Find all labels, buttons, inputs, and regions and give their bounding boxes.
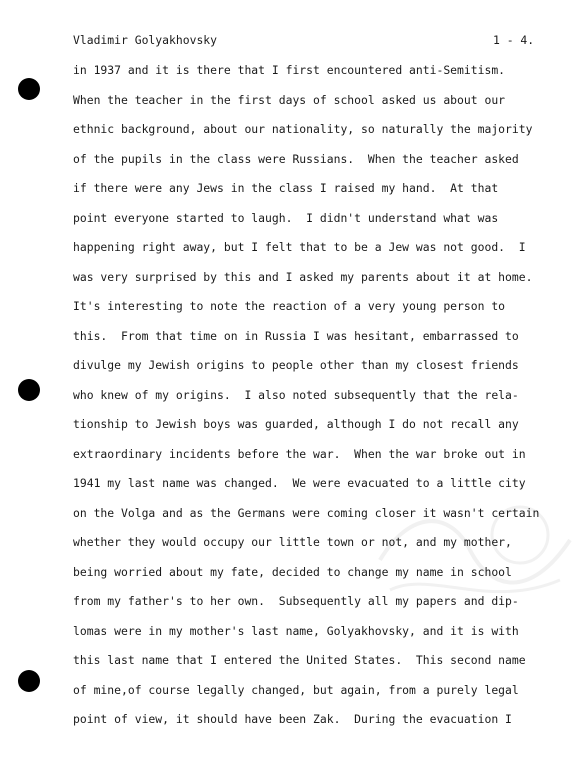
text-line: of mine,of course legally changed, but again, from a purely legal — [73, 682, 519, 697]
text-line: this last name that I entered the United States. This second name — [73, 653, 526, 667]
text-line: if there were any Jews in the class I raised my hand. At that — [73, 181, 499, 195]
text-line: 1941 my last name was changed. We were evacuated to a little city — [73, 476, 526, 490]
text-line: It's interesting to note the reaction of a very young person to — [73, 299, 506, 313]
text-line: being worried about my fate, decided to change my name in school — [73, 564, 512, 579]
punch-hole-top — [18, 78, 40, 100]
text-line: who knew of my origins. I also noted subsequently that the rela- — [73, 387, 519, 402]
text-line: extraordinary incidents before the war. When the war broke out in — [73, 446, 526, 461]
header-author-name: Vladimir Golyakhovsky — [73, 33, 218, 47]
text-line: divulge my Jewish origins to people other than my closest friends — [73, 358, 519, 372]
punch-hole-bottom — [18, 670, 40, 692]
text-line: point of view, it should have been Zak. During the evacuation I — [73, 712, 512, 726]
punch-hole-middle — [18, 379, 40, 401]
header-page-number: 1 - 4. — [493, 33, 535, 47]
text-line: point everyone started to laugh. I didn't understand what was — [73, 210, 499, 225]
text-line: When the teacher in the first days of school asked us about our — [73, 92, 506, 107]
text-line: ethnic background, about our nationality, so naturally the majority — [73, 122, 533, 136]
body-text — [73, 60, 553, 739]
text-line: this. From that time on in Russia I was hesitant, embarrassed to — [73, 328, 519, 343]
text-line: in 1937 and it is there that I first encountered anti-Semitism. — [73, 63, 506, 77]
text-line: happening right away, but I felt that to be a Jew was not good. I — [73, 240, 526, 254]
text-line: lomas were in my mother's last name, Golyakhovsky, and it is with — [73, 623, 519, 638]
page-header — [73, 30, 543, 50]
text-line: of the pupils in the class were Russians. When the teacher asked — [73, 151, 519, 166]
text-line: was very surprised by this and I asked my parents about it at home. — [73, 269, 533, 284]
text-line: whether they would occupy our little town or not, and my mother, — [73, 535, 512, 549]
text-line: tionship to Jewish boys was guarded, although I do not recall any — [73, 417, 519, 431]
text-line: on the Volga and as the Germans were coming closer it wasn't certain — [73, 505, 540, 520]
text-line: from my father's to her own. Subsequently all my papers and dip- — [73, 594, 519, 608]
